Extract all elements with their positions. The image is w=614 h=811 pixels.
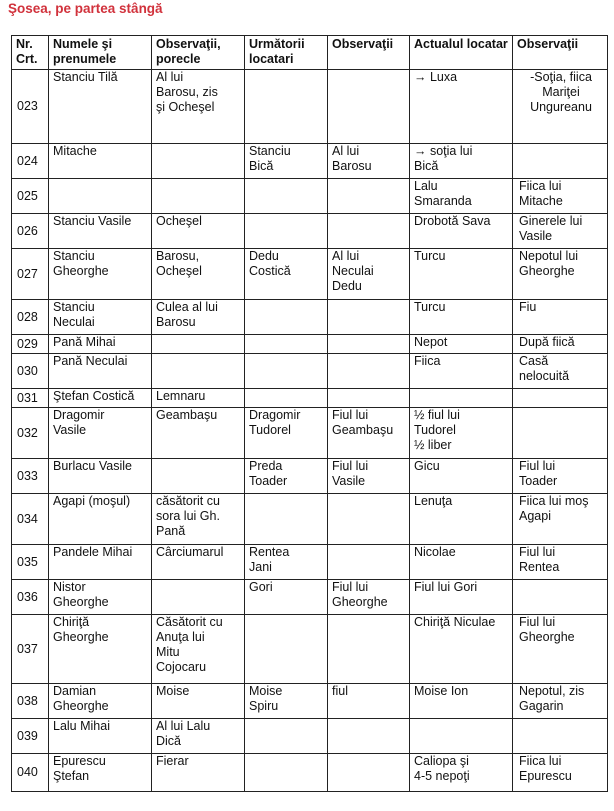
inhabitants-table: [11, 35, 608, 792]
cell-remark: Fiu: [513, 300, 608, 335]
cell-current-tenant: Lenuţa: [410, 494, 513, 545]
cell-nickname: Geambaşu: [152, 408, 245, 459]
cell-observation: [328, 494, 410, 545]
cell-name: Stanciu Vasile: [49, 214, 152, 249]
cell-next-tenant: Gori: [245, 580, 328, 615]
cell-current-tenant: → Luxa: [410, 70, 513, 144]
cell-remark: [513, 719, 608, 754]
header-nr: Nr. Crt.: [12, 36, 49, 70]
cell-name: Pandele Mihai: [49, 545, 152, 580]
cell-observation: [328, 354, 410, 389]
table-row: [12, 389, 608, 408]
cell-nickname: Ocheşel: [152, 214, 245, 249]
header-observations-nicknames: Observaţii, porecle: [152, 36, 245, 70]
cell-name: Ştefan Costică: [49, 389, 152, 408]
cell-next-tenant: Dragomir Tudorel: [245, 408, 328, 459]
cell-observation: [328, 179, 410, 214]
cell-remark: Fiul lui Toader: [513, 459, 608, 494]
cell-current-tenant: Nepot: [410, 335, 513, 354]
cell-next-tenant: [245, 214, 328, 249]
row-number: 034: [12, 494, 49, 545]
cell-observation: [328, 70, 410, 144]
table-row: [12, 459, 608, 494]
cell-current-tenant: Fiica: [410, 354, 513, 389]
row-number: 038: [12, 684, 49, 719]
cell-remark: [513, 389, 608, 408]
cell-name: Stanciu Tilă: [49, 70, 152, 144]
header-next-tenants: Următorii locatari: [245, 36, 328, 70]
cell-observation: [328, 545, 410, 580]
cell-next-tenant: [245, 389, 328, 408]
header-current-tenant: Actualul locatar: [410, 36, 513, 70]
table-row: [12, 354, 608, 389]
table-row: [12, 70, 608, 144]
row-number: 027: [12, 249, 49, 300]
cell-nickname: Cârciumarul: [152, 545, 245, 580]
cell-name: [49, 179, 152, 214]
cell-next-tenant: [245, 179, 328, 214]
cell-next-tenant: [245, 494, 328, 545]
cell-nickname: Barosu, Ocheşel: [152, 249, 245, 300]
cell-name: Stanciu Neculai: [49, 300, 152, 335]
cell-next-tenant: [245, 719, 328, 754]
table-row: [12, 580, 608, 615]
cell-remark: Casă nelocuită: [513, 354, 608, 389]
cell-name: Mitache: [49, 144, 152, 179]
cell-current-tenant: Nicolae: [410, 545, 513, 580]
cell-next-tenant: Rentea Jani: [245, 545, 328, 580]
cell-current-tenant: Turcu: [410, 300, 513, 335]
row-number: 025: [12, 179, 49, 214]
cell-nickname: Fierar: [152, 754, 245, 792]
cell-name: Damian Gheorghe: [49, 684, 152, 719]
cell-remark: Fiica lui moş Agapi: [513, 494, 608, 545]
cell-name: Dragomir Vasile: [49, 408, 152, 459]
row-number: 030: [12, 354, 49, 389]
cell-next-tenant: [245, 754, 328, 792]
cell-nickname: [152, 459, 245, 494]
row-number: 029: [12, 335, 49, 354]
table-row: [12, 719, 608, 754]
row-number: 031: [12, 389, 49, 408]
row-number: 023: [12, 70, 49, 144]
row-number: 037: [12, 615, 49, 684]
table-row: [12, 179, 608, 214]
cell-remark: Fiica lui Mitache: [513, 179, 608, 214]
row-number: 035: [12, 545, 49, 580]
cell-next-tenant: Moise Spiru: [245, 684, 328, 719]
cell-observation: [328, 300, 410, 335]
cell-observation: Fiul lui Geambaşu: [328, 408, 410, 459]
cell-current-tenant: [410, 719, 513, 754]
cell-nickname: [152, 354, 245, 389]
row-number: 039: [12, 719, 49, 754]
table-body: [12, 70, 608, 792]
cell-remark: Nepotul, zis Gagarin: [513, 684, 608, 719]
cell-current-tenant: Drobotă Sava: [410, 214, 513, 249]
cell-next-tenant: Stanciu Bică: [245, 144, 328, 179]
cell-observation: Al lui Neculai Dedu: [328, 249, 410, 300]
cell-remark: [513, 144, 608, 179]
table-row: [12, 249, 608, 300]
cell-current-tenant: Lalu Smaranda: [410, 179, 513, 214]
cell-name: Nistor Gheorghe: [49, 580, 152, 615]
cell-observation: [328, 214, 410, 249]
table-header-row: [12, 36, 608, 70]
cell-remark: Nepotul lui Gheorghe: [513, 249, 608, 300]
cell-current-tenant: → soţia lui Bică: [410, 144, 513, 179]
cell-name: Lalu Mihai: [49, 719, 152, 754]
row-number: 033: [12, 459, 49, 494]
cell-current-tenant: ½ fiul lui Tudorel ½ liber: [410, 408, 513, 459]
cell-next-tenant: Preda Toader: [245, 459, 328, 494]
row-number: 026: [12, 214, 49, 249]
cell-current-tenant: [410, 389, 513, 408]
header-observations-2: Observaţii: [328, 36, 410, 70]
row-number: 028: [12, 300, 49, 335]
table-row: [12, 545, 608, 580]
cell-nickname: Căsătorit cu Anuţa lui Mitu Cojocaru: [152, 615, 245, 684]
cell-nickname: [152, 144, 245, 179]
cell-observation: fiul: [328, 684, 410, 719]
table-row: [12, 494, 608, 545]
cell-observation: [328, 335, 410, 354]
cell-current-tenant: Caliopa şi 4-5 nepoţi: [410, 754, 513, 792]
table-row: [12, 408, 608, 459]
cell-remark: [513, 580, 608, 615]
row-number: 040: [12, 754, 49, 792]
cell-remark: Fiica lui Epurescu: [513, 754, 608, 792]
cell-nickname: [152, 580, 245, 615]
cell-observation: [328, 615, 410, 684]
table-row: [12, 144, 608, 179]
cell-current-tenant: Chiriţă Niculae: [410, 615, 513, 684]
header-name: Numele şi prenumele: [49, 36, 152, 70]
cell-next-tenant: Dedu Costică: [245, 249, 328, 300]
row-number: 024: [12, 144, 49, 179]
table-row: [12, 615, 608, 684]
header-observations-3: Observaţii: [513, 36, 608, 70]
cell-next-tenant: [245, 70, 328, 144]
cell-name: Pană Neculai: [49, 354, 152, 389]
cell-name: Agapi (moşul): [49, 494, 152, 545]
cell-remark: -Soţia, fiica Mariţei Ungureanu: [513, 70, 608, 144]
cell-name: Epurescu Ştefan: [49, 754, 152, 792]
table-row: [12, 754, 608, 792]
cell-name: Pană Mihai: [49, 335, 152, 354]
cell-nickname: Culea al lui Barosu: [152, 300, 245, 335]
cell-next-tenant: [245, 354, 328, 389]
cell-nickname: Lemnaru: [152, 389, 245, 408]
cell-nickname: [152, 179, 245, 214]
cell-observation: [328, 719, 410, 754]
page-title: Şosea, pe partea stângă: [8, 1, 163, 16]
cell-remark: Fiul lui Rentea: [513, 545, 608, 580]
cell-remark: După fiică: [513, 335, 608, 354]
table-row: [12, 300, 608, 335]
table-row: [12, 684, 608, 719]
cell-nickname: [152, 335, 245, 354]
table-row: [12, 335, 608, 354]
cell-observation: Al lui Barosu: [328, 144, 410, 179]
cell-current-tenant: Moise Ion: [410, 684, 513, 719]
cell-name: Chiriţă Gheorghe: [49, 615, 152, 684]
cell-nickname: Moise: [152, 684, 245, 719]
cell-next-tenant: [245, 615, 328, 684]
cell-remark: Ginerele lui Vasile: [513, 214, 608, 249]
cell-observation: Fiul lui Vasile: [328, 459, 410, 494]
row-number: 036: [12, 580, 49, 615]
cell-observation: [328, 754, 410, 792]
cell-current-tenant: Turcu: [410, 249, 513, 300]
cell-current-tenant: Gicu: [410, 459, 513, 494]
cell-current-tenant: Fiul lui Gori: [410, 580, 513, 615]
cell-nickname: Al lui Barosu, zis şi Ocheşel: [152, 70, 245, 144]
cell-nickname: Al lui Lalu Dică: [152, 719, 245, 754]
cell-observation: Fiul lui Gheorghe: [328, 580, 410, 615]
table-row: [12, 214, 608, 249]
cell-observation: [328, 389, 410, 408]
cell-name: Stanciu Gheorghe: [49, 249, 152, 300]
cell-next-tenant: [245, 335, 328, 354]
cell-name: Burlacu Vasile: [49, 459, 152, 494]
cell-nickname: căsătorit cu sora lui Gh. Pană: [152, 494, 245, 545]
cell-remark: Fiul lui Gheorghe: [513, 615, 608, 684]
row-number: 032: [12, 408, 49, 459]
cell-remark: [513, 408, 608, 459]
cell-next-tenant: [245, 300, 328, 335]
